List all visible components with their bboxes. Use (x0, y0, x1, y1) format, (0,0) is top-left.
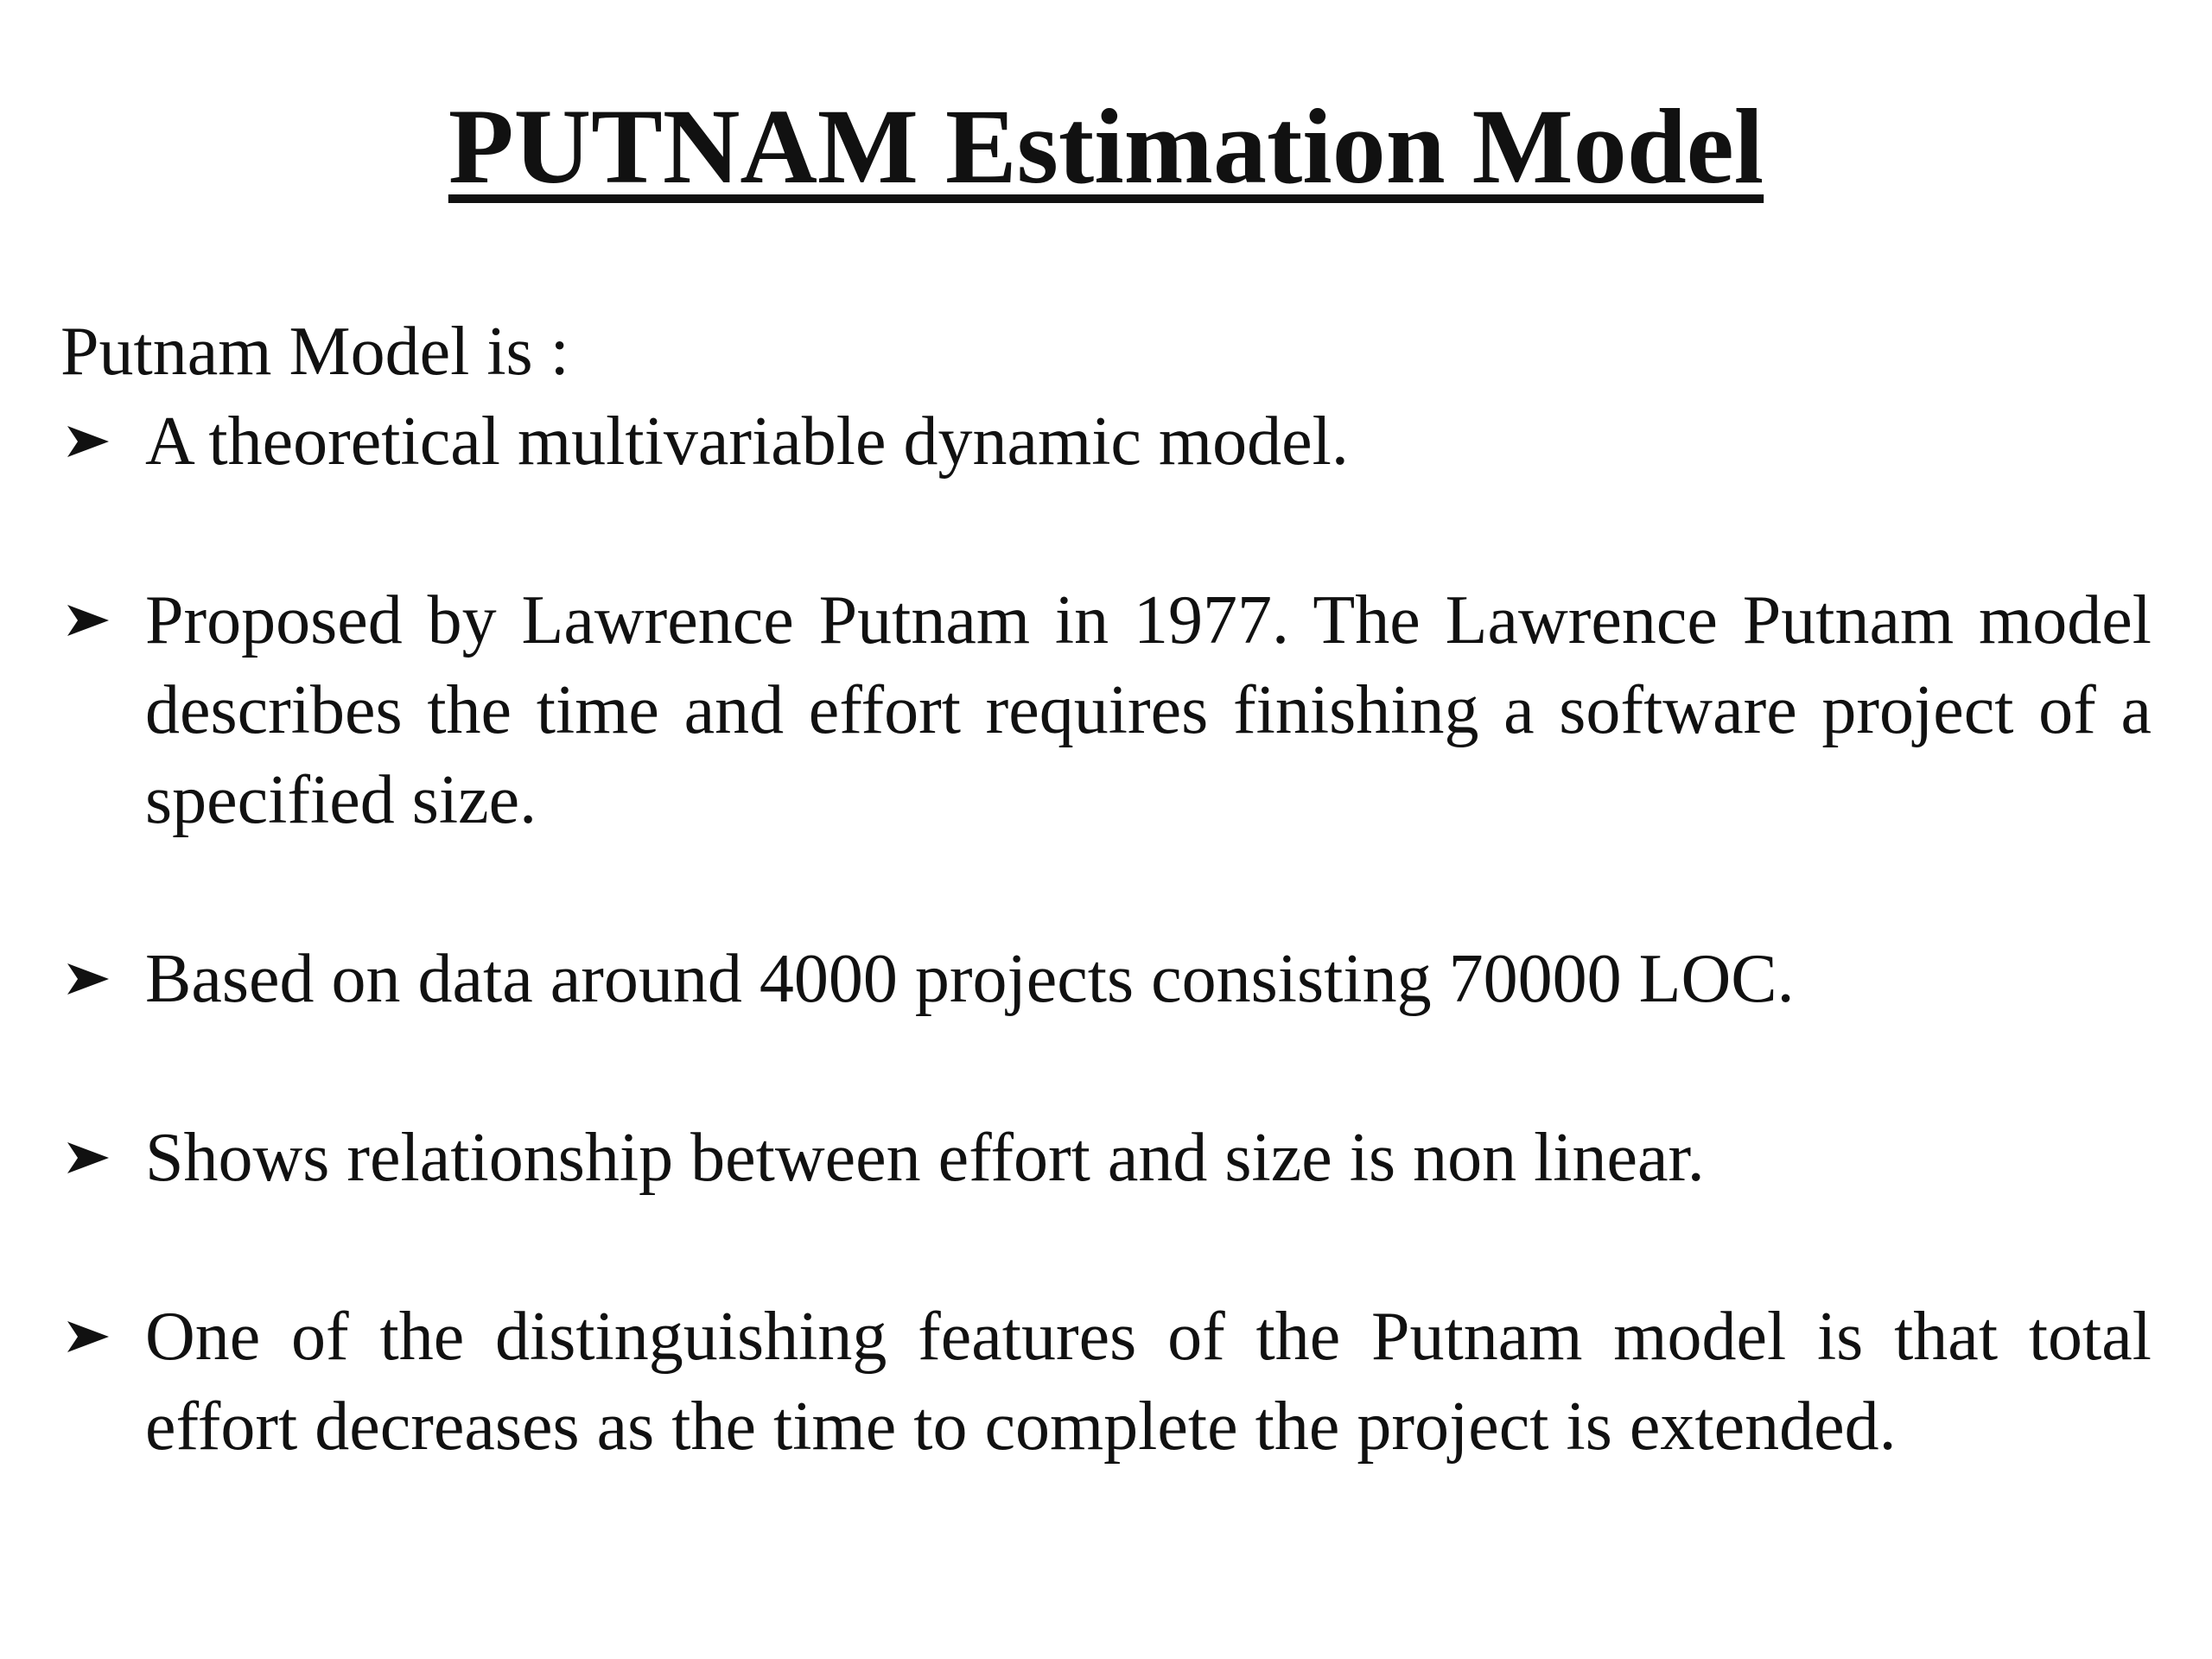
arrowhead-bullet-icon (60, 934, 118, 1024)
bullet-item (60, 934, 2152, 1024)
intro-text: Putnam Model is : (60, 314, 569, 390)
bullet-text: One of the distinguishing features of the Putnam model is that total effort decreases as the time to complete the project is extended. (145, 1299, 2152, 1465)
slide-title: PUTNAM Estimation Model (448, 87, 1764, 206)
bullet-text: Shows relationship between effort and size is non linear. (145, 1120, 1705, 1196)
bullet-text: Based on data around 4000 projects consisting 70000 LOC. (145, 941, 1795, 1017)
arrowhead-bullet-icon (60, 397, 118, 486)
bullet-text: A theoretical multivariable dynamic model. (145, 404, 1349, 480)
arrowhead-bullet-icon (60, 1113, 118, 1203)
bullet-text: Proposed by Lawrence Putnam in 1977. The Lawrence Putnam model describes the time and effort requires finishing a software project of a specified size. (145, 582, 2152, 838)
arrowhead-bullet-icon (60, 1292, 118, 1382)
bullet-item (60, 1292, 2152, 1471)
bullet-item (60, 397, 2152, 486)
bullet-list (60, 397, 2152, 1471)
bullet-item (60, 575, 2152, 845)
arrowhead-bullet-icon (60, 575, 118, 665)
bullet-item (60, 1113, 2152, 1203)
